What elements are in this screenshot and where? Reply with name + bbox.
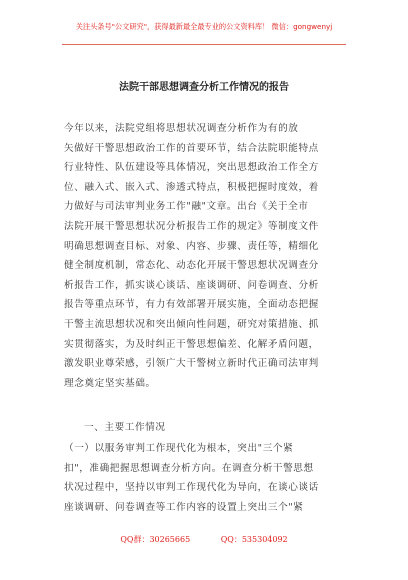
document-title: 法院干部思想调查分析工作情况的报告 [119,82,289,93]
text-line: 析报告工作，抓实谈心谈话、座谈调研、问卷调查、分析 [64,279,319,291]
text-line: 理念奠定坚实基础。 [64,377,156,389]
text-line: （一）以服务审判工作现代化为根本，突出"三个紧 [64,443,294,454]
text-line: 扣"，准确把握思想调查分析方向。在调查分析干警思想 [64,462,314,474]
header-note: 关注头条号"公文研究"，获得最新最全最专业的公文资料库！ 微信：gongwenyj [75,22,333,31]
text-line: 明确思想调查目标、对象、内容、步骤、责任等，精细化 [64,240,319,252]
text-line: 座谈调研、问卷调查等工作内容的设置上突出三个"紧 [64,501,304,513]
text-line: 干警主流思想状况和突出倾向性问题，研究对策措施、抓 [64,318,319,330]
text-line: 实贯彻落实，为及时纠正干警思想偏差、化解矛盾问题， [64,338,319,350]
footer-qq: QQ：535304092 [220,535,288,544]
text-line: 法院开展干警思想状况分析报告工作的规定》等制度文件 [64,220,319,232]
header-divider [62,44,346,45]
text-line: 今年以来，法院党组将思想状况调查分析作为有的放 [64,123,299,134]
paragraph-1 [64,119,346,393]
text-line: 激发职业尊荣感，引领广大干警树立新时代正确司法审判 [64,358,319,370]
paragraph-2 [64,439,346,517]
text-line: 健全制度机制，常态化、动态化开展干警思想状况调查分 [64,260,319,272]
text-line: 报告等重点环节，有力有效部署开展实施，全面动态把握 [64,299,319,311]
text-line: 行业特性、队伍建设等具体情况，突出思想政治工作全方 [64,162,319,174]
text-line: 矢做好干警思想政治工作的首要环节，结合法院职能特点 [64,142,319,154]
footer-qq-group: QQ群：30265665 [120,535,191,544]
text-line: 位、融入式、嵌入式、渗透式特点，积极把握时度效，着 [64,181,319,193]
footer-contact [0,534,408,545]
text-line: 状况过程中，坚持以审判工作现代化为导向，在谈心谈话 [64,482,319,494]
section-heading: 一、主要工作情况 [84,422,166,433]
text-line: 力做好与司法审判业务工作"融"文章。出台《关于全市 [64,201,309,213]
